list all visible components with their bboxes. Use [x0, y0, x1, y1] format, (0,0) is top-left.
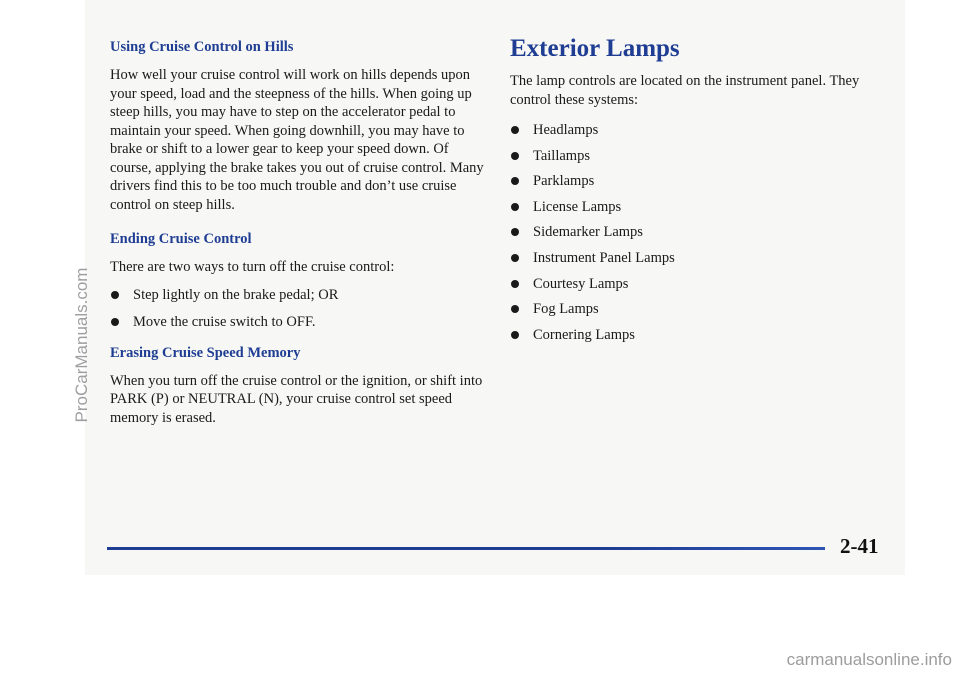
- left-column: [110, 38, 485, 443]
- lamps-list: [510, 121, 890, 344]
- bullet-icon: [111, 318, 119, 326]
- list-item: Instrument Panel Lamps: [510, 249, 890, 267]
- side-watermark: ProCarManuals.com: [72, 267, 91, 423]
- exterior-lamps-heading: Exterior Lamps: [510, 35, 680, 62]
- exterior-lamps-intro: The lamp controls are located on the instrument panel. They control these systems:: [510, 73, 860, 108]
- list-item: Courtesy Lamps: [510, 275, 890, 293]
- list-item: Parklamps: [510, 172, 890, 190]
- list-item: Step lightly on the brake pedal; OR: [110, 286, 485, 304]
- hills-heading: Using Cruise Control on Hills: [110, 39, 294, 55]
- list-item: Sidemarker Lamps: [510, 223, 890, 241]
- bullet-icon: [511, 228, 519, 236]
- bullet-icon: [511, 177, 519, 185]
- list-item: License Lamps: [510, 198, 890, 216]
- bullet-icon: [511, 331, 519, 339]
- ending-intro: There are two ways to turn off the cruise control:: [110, 259, 395, 275]
- bottom-watermark: carmanualsonline.info: [786, 650, 952, 669]
- ending-heading: Ending Cruise Control: [110, 231, 252, 247]
- footer-rule: [107, 547, 825, 550]
- page-number: 2-41: [840, 534, 879, 558]
- bullet-icon: [511, 203, 519, 211]
- right-column: [510, 35, 890, 351]
- bullet-icon: [111, 291, 119, 299]
- bullet-icon: [511, 254, 519, 262]
- ending-list: [110, 286, 485, 331]
- list-item: Move the cruise switch to OFF.: [110, 313, 485, 331]
- list-item: Fog Lamps: [510, 300, 890, 318]
- list-item: Taillamps: [510, 147, 890, 165]
- hills-paragraph: How well your cruise control will work on hills depends upon your speed, load and the steepness of the hills. When going up steep hills, you may have to step on the accelerator pedal to maintain your speed. When going downhill, you may have to brake or shift to a lower gear to keep your speed down. Of course, applying the brake takes you out of cruise control. Many drivers find this to be too much trouble and don’t use cruise control on steep hills.: [110, 67, 484, 213]
- list-item: Headlamps: [510, 121, 890, 139]
- bullet-icon: [511, 305, 519, 313]
- list-item: Cornering Lamps: [510, 326, 890, 344]
- bullet-icon: [511, 126, 519, 134]
- erasing-heading: Erasing Cruise Speed Memory: [110, 344, 301, 361]
- bullet-icon: [511, 152, 519, 160]
- bullet-icon: [511, 280, 519, 288]
- erasing-paragraph: When you turn off the cruise control or the ignition, or shift into PARK (P) or NEUTRAL (N), your cruise control set speed memory is erased.: [110, 372, 483, 426]
